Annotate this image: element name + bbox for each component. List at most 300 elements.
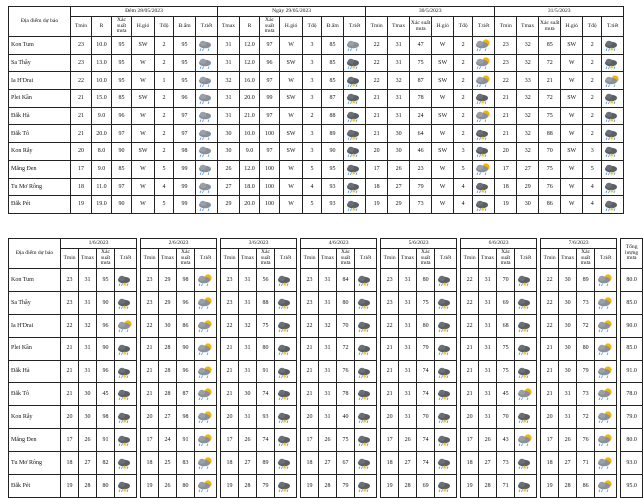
value-cell: 31 [388, 54, 410, 72]
thunderstorm-cloud-icon [517, 319, 534, 333]
value-cell: 2 [155, 37, 174, 55]
value-cell: 23 [495, 37, 517, 55]
table-row [9, 291, 643, 314]
value-cell: 88 [257, 291, 275, 314]
value-cell: W [132, 178, 155, 196]
value-cell: 85 [322, 54, 344, 72]
column-header: Tmin [495, 17, 517, 37]
weather-icon-cell [355, 475, 377, 498]
weather-icon-cell [473, 125, 495, 143]
weather-icon-cell [196, 90, 218, 108]
value-cell: 17 [381, 429, 399, 452]
date-group-header: 3/6/2023 [221, 239, 297, 249]
value-cell: 21 [71, 90, 92, 108]
value-cell: W [561, 178, 583, 196]
value-cell: 71 [577, 452, 595, 475]
value-cell: 31 [479, 314, 497, 337]
location-name: Đăk Tô [9, 383, 61, 406]
value-cell: 78 [337, 383, 355, 406]
value-cell: 74 [417, 383, 435, 406]
weather-icon-cell [355, 383, 377, 406]
column-header: T.tiết [195, 249, 217, 269]
value-cell: 23 [141, 269, 159, 292]
weather-icon-cell [196, 125, 218, 143]
weather-icon-cell [515, 429, 537, 452]
value-cell: 31 [239, 337, 257, 360]
weather-icon-cell [515, 269, 537, 292]
column-header: Tmax [399, 249, 417, 269]
value-cell: 23 [61, 269, 79, 292]
value-cell: 26 [239, 429, 257, 452]
value-cell: 4 [454, 178, 473, 196]
weather-icon-cell [355, 337, 377, 360]
thunderstorm-cloud-icon [604, 180, 621, 194]
weather-icon-cell [196, 54, 218, 72]
rain-cloud-icon [198, 198, 215, 212]
value-cell: 32 [79, 314, 97, 337]
sun-rain-cloud-icon [475, 74, 492, 88]
thunderstorm-cloud-icon [357, 387, 374, 401]
value-cell: 21 [366, 90, 388, 108]
thunderstorm-cloud-icon [437, 296, 454, 310]
thunderstorm-cloud-icon [475, 180, 492, 194]
value-cell: W [432, 37, 454, 55]
value-cell: 29 [517, 178, 539, 196]
weather-icon-cell [602, 37, 624, 55]
weather-icon-cell [515, 337, 537, 360]
location-name: Đăk Hà [9, 107, 71, 125]
thunderstorm-cloud-icon [117, 456, 134, 470]
thunderstorm-cloud-icon [604, 56, 621, 70]
value-cell: 9.0 [92, 107, 112, 125]
thunderstorm-cloud-icon [277, 387, 294, 401]
weather-icon-cell [435, 360, 457, 383]
sun-rain-cloud-icon [197, 319, 214, 333]
value-cell: 23 [221, 291, 239, 314]
value-cell: 21 [141, 360, 159, 383]
value-cell: 21 [541, 360, 559, 383]
value-cell: 88 [539, 125, 561, 143]
weather-icon-cell [196, 72, 218, 90]
value-cell: 21 [381, 383, 399, 406]
thunderstorm-cloud-icon [437, 387, 454, 401]
location-name: Ia H'Drai [9, 314, 61, 337]
value-cell: 21 [61, 360, 79, 383]
date-group-header: Ngày 29/05/2023 [218, 7, 366, 17]
value-cell: 18 [71, 178, 92, 196]
value-cell: 93 [257, 406, 275, 429]
value-cell: 97 [112, 178, 132, 196]
value-cell: 67 [337, 452, 355, 475]
weather-icon-cell [602, 54, 624, 72]
weather-icon-cell [115, 429, 137, 452]
value-cell: 31 [559, 406, 577, 429]
sun-rain-cloud-icon [597, 319, 614, 333]
sun-rain-cloud-icon [475, 162, 492, 176]
value-cell: 100 [260, 125, 280, 143]
value-cell: 5 [303, 196, 322, 214]
weather-icon-cell [595, 291, 617, 314]
date-group-header: 2/6/2023 [141, 239, 217, 249]
value-cell: 12.0 [240, 54, 260, 72]
weather-icon-cell [602, 143, 624, 161]
column-header: T.tiết [435, 249, 457, 269]
thunderstorm-cloud-icon [346, 180, 363, 194]
value-cell: 30 [218, 143, 240, 161]
weather-icon-cell [196, 143, 218, 161]
value-cell: 31 [79, 360, 97, 383]
value-cell: 30 [388, 125, 410, 143]
thunderstorm-cloud-icon [346, 91, 363, 105]
value-cell: 95 [112, 72, 132, 90]
value-cell: 90 [112, 196, 132, 214]
column-header: Xác suất mưa [97, 249, 115, 269]
thunderstorm-cloud-icon [346, 162, 363, 176]
value-cell: 1 [155, 72, 174, 90]
column-header: Tđộ [303, 17, 322, 37]
value-cell: 74 [417, 452, 435, 475]
value-cell: 80 [97, 475, 115, 498]
value-cell: 75 [497, 337, 515, 360]
value-cell: 2 [454, 72, 473, 90]
value-cell: 19 [366, 196, 388, 214]
value-cell: 27 [559, 452, 577, 475]
weather-icon-cell [595, 337, 617, 360]
value-cell: 22 [541, 291, 559, 314]
value-cell: 27 [218, 178, 240, 196]
value-cell: 13.0 [92, 54, 112, 72]
value-cell: 28 [159, 360, 177, 383]
column-header: T.tiết [473, 17, 495, 37]
value-cell: 2 [155, 90, 174, 108]
sun-rain-cloud-icon [597, 273, 614, 287]
sun-rain-cloud-icon [597, 387, 614, 401]
thunderstorm-cloud-icon [475, 198, 492, 212]
value-cell: 22 [541, 269, 559, 292]
value-cell: 22 [366, 54, 388, 72]
value-cell: 75 [337, 429, 355, 452]
table-row [9, 475, 643, 498]
value-cell: 20.0 [92, 125, 112, 143]
sun-rain-cloud-icon [475, 38, 492, 52]
value-cell: 95 [112, 37, 132, 55]
value-cell: 23 [301, 269, 319, 292]
value-cell: 22 [221, 314, 239, 337]
value-cell: 23 [141, 291, 159, 314]
value-cell: 29 [388, 196, 410, 214]
value-cell: 98 [177, 406, 195, 429]
forecast-table-1 [8, 6, 624, 214]
value-cell: 99 [174, 160, 196, 178]
value-cell: 69 [497, 291, 515, 314]
value-cell: 32 [388, 72, 410, 90]
value-cell: 23 [381, 291, 399, 314]
value-cell: 27 [517, 160, 539, 178]
value-cell: 32 [218, 72, 240, 90]
value-cell: 19 [495, 196, 517, 214]
value-cell: 4 [583, 178, 602, 196]
value-cell: 17 [495, 160, 517, 178]
value-cell: 28 [159, 337, 177, 360]
column-header: Tđộ [454, 17, 473, 37]
value-cell: 2 [454, 90, 473, 108]
value-cell: 70 [497, 269, 515, 292]
thunderstorm-cloud-icon [437, 365, 454, 379]
value-cell: W [280, 196, 303, 214]
value-cell: 21 [495, 107, 517, 125]
value-cell: 19.0 [92, 196, 112, 214]
weather-icon-cell [473, 54, 495, 72]
weather-icon-cell [196, 178, 218, 196]
weather-icon-cell [275, 406, 297, 429]
value-cell: 22 [366, 37, 388, 55]
value-cell: SW [280, 90, 303, 108]
column-header: Tmax [239, 249, 257, 269]
weather-icon-cell [355, 269, 377, 292]
rain-cloud-icon [198, 127, 215, 141]
weather-icon-cell [602, 107, 624, 125]
thunderstorm-cloud-icon [346, 198, 363, 212]
value-cell: 88 [322, 107, 344, 125]
value-cell: 30 [559, 337, 577, 360]
value-cell: 98 [174, 143, 196, 161]
thunderstorm-cloud-icon [117, 342, 134, 356]
column-header: R [92, 17, 112, 37]
value-cell: 73 [410, 196, 432, 214]
thunderstorm-cloud-icon [437, 433, 454, 447]
value-cell: 96 [177, 360, 195, 383]
value-cell: 22 [461, 269, 479, 292]
thunderstorm-cloud-icon [437, 456, 454, 470]
value-cell: 2 [155, 54, 174, 72]
value-cell: 2 [583, 37, 602, 55]
value-cell: 21 [71, 125, 92, 143]
value-cell: 27 [319, 452, 337, 475]
table-row [9, 178, 624, 196]
weather-icon-cell [515, 383, 537, 406]
column-header: Tđộ [583, 17, 602, 37]
value-cell: 19 [71, 196, 92, 214]
value-cell: 31 [319, 360, 337, 383]
thunderstorm-cloud-icon [517, 365, 534, 379]
column-header: H.gió [132, 17, 155, 37]
value-cell: W [432, 160, 454, 178]
weather-icon-cell [275, 269, 297, 292]
value-cell: 18 [381, 452, 399, 475]
value-cell: 27 [159, 406, 177, 429]
value-cell: 22 [461, 291, 479, 314]
weather-icon-cell [355, 429, 377, 452]
value-cell: 5 [303, 160, 322, 178]
value-cell: 87 [322, 90, 344, 108]
value-cell: 3 [303, 37, 322, 55]
weather-icon-cell [275, 429, 297, 452]
thunderstorm-cloud-icon [357, 433, 374, 447]
value-cell: 26 [479, 429, 497, 452]
value-cell: 29 [218, 196, 240, 214]
value-cell: 32 [517, 54, 539, 72]
value-cell: 2 [583, 125, 602, 143]
value-cell: 30 [159, 314, 177, 337]
value-cell: W [280, 72, 303, 90]
rain-cloud-icon [198, 56, 215, 70]
value-cell: 99 [260, 90, 280, 108]
value-cell: 20 [221, 406, 239, 429]
weather-icon-cell [115, 337, 137, 360]
weather-icon-cell [115, 406, 137, 429]
value-cell: 28 [479, 475, 497, 498]
value-cell: 32 [517, 90, 539, 108]
total-rain-value: 79.0 [621, 406, 643, 429]
value-cell: 75 [539, 160, 561, 178]
value-cell: 3 [454, 143, 473, 161]
column-header: Xác suất mưa [539, 17, 561, 37]
sun-rain-cloud-icon [197, 365, 214, 379]
table-row [9, 360, 643, 383]
value-cell: 2 [454, 37, 473, 55]
value-cell: 31 [319, 383, 337, 406]
total-rain-value: 78.0 [621, 383, 643, 406]
location-name: Măng Đen [9, 429, 61, 452]
thunderstorm-cloud-icon [117, 387, 134, 401]
weather-icon-cell [344, 160, 366, 178]
value-cell: 85 [112, 160, 132, 178]
value-cell: 93 [322, 178, 344, 196]
value-cell: 17 [61, 429, 79, 452]
value-cell: 97 [260, 107, 280, 125]
column-header: Xác suất mưa [112, 17, 132, 37]
column-header: T.tiết [115, 249, 137, 269]
weather-icon-cell [196, 107, 218, 125]
value-cell: 19 [61, 475, 79, 498]
column-header: R [240, 17, 260, 37]
value-cell: 27 [479, 452, 497, 475]
table-row [9, 269, 643, 292]
value-cell: 86 [577, 475, 595, 498]
rain-cloud-icon [198, 144, 215, 158]
value-cell: 21 [381, 337, 399, 360]
value-cell: 45 [497, 383, 515, 406]
thunderstorm-cloud-icon [475, 127, 492, 141]
weather-icon-cell [115, 269, 137, 292]
value-cell: 79 [577, 360, 595, 383]
value-cell: 74 [257, 383, 275, 406]
value-cell: 95 [174, 37, 196, 55]
thunderstorm-cloud-icon [277, 479, 294, 493]
value-cell: 22 [141, 314, 159, 337]
value-cell: 31 [218, 37, 240, 55]
value-cell: 56 [257, 269, 275, 292]
weather-icon-cell [344, 107, 366, 125]
value-cell: W [132, 72, 155, 90]
value-cell: 5 [155, 196, 174, 214]
value-cell: 97 [112, 125, 132, 143]
value-cell: 70 [539, 143, 561, 161]
value-cell: 29 [159, 291, 177, 314]
weather-icon-cell [355, 291, 377, 314]
value-cell: 21 [495, 90, 517, 108]
sun-rain-cloud-icon [197, 296, 214, 310]
column-header: T.tiết [602, 17, 624, 37]
weather-icon-cell [473, 178, 495, 196]
date-group-header: 31/5/2023 [495, 7, 624, 17]
value-cell: 26 [399, 429, 417, 452]
weather-icon-cell [515, 314, 537, 337]
date-group-header: 1/6/2023 [61, 239, 137, 249]
weather-icon-cell [196, 196, 218, 214]
value-cell: 2 [155, 107, 174, 125]
weather-icon-cell [435, 383, 457, 406]
value-cell: 31 [399, 360, 417, 383]
value-cell: 10.0 [240, 125, 260, 143]
thunderstorm-cloud-icon [357, 296, 374, 310]
weather-icon-cell [355, 406, 377, 429]
value-cell: 82 [97, 452, 115, 475]
weather-icon-cell [602, 196, 624, 214]
value-cell: 31 [479, 291, 497, 314]
location-name: Plei Kần [9, 337, 61, 360]
value-cell: 76 [577, 429, 595, 452]
total-rain-value: 93.0 [621, 452, 643, 475]
value-cell: 72 [577, 406, 595, 429]
column-header: T.tiết [515, 249, 537, 269]
value-cell: 17 [366, 160, 388, 178]
value-cell: SW [132, 37, 155, 55]
value-cell: 10.0 [92, 37, 112, 55]
weather-icon-cell [595, 475, 617, 498]
value-cell: 80 [577, 337, 595, 360]
value-cell: 20 [541, 406, 559, 429]
value-cell: 86 [177, 314, 195, 337]
value-cell: 20 [461, 406, 479, 429]
value-cell: 75 [257, 314, 275, 337]
value-cell: 31 [239, 360, 257, 383]
value-cell: 32 [517, 125, 539, 143]
weather-icon-cell [344, 196, 366, 214]
value-cell: 32 [517, 143, 539, 161]
column-header: Tmin [461, 249, 479, 269]
value-cell: 80 [337, 291, 355, 314]
value-cell: 32 [517, 107, 539, 125]
location-name: Măng Đen [9, 160, 71, 178]
sun-rain-cloud-icon [597, 296, 614, 310]
sun-rain-cloud-icon [197, 342, 214, 356]
value-cell: 2 [303, 107, 322, 125]
weather-icon-cell [435, 291, 457, 314]
forecast-table-2 [8, 238, 643, 498]
column-header: H.gió [280, 17, 303, 37]
weather-icon-cell [195, 314, 217, 337]
value-cell: 91 [257, 360, 275, 383]
weather-icon-cell [195, 452, 217, 475]
table-row [9, 196, 624, 214]
value-cell: 18 [301, 452, 319, 475]
thunderstorm-cloud-icon [346, 109, 363, 123]
value-cell: 3 [303, 72, 322, 90]
column-header: Tmin [221, 249, 239, 269]
rain-cloud-icon [198, 91, 215, 105]
value-cell: 21 [221, 383, 239, 406]
weather-icon-cell [355, 452, 377, 475]
column-header: Tđộ [155, 17, 174, 37]
weather-icon-cell [344, 178, 366, 196]
value-cell: 79 [410, 178, 432, 196]
value-cell: 80 [257, 337, 275, 360]
location-name: Kon Tum [9, 269, 61, 292]
column-header: Xác suất mưa [260, 17, 280, 37]
rain-cloud-icon [346, 38, 363, 52]
value-cell: 73 [577, 291, 595, 314]
